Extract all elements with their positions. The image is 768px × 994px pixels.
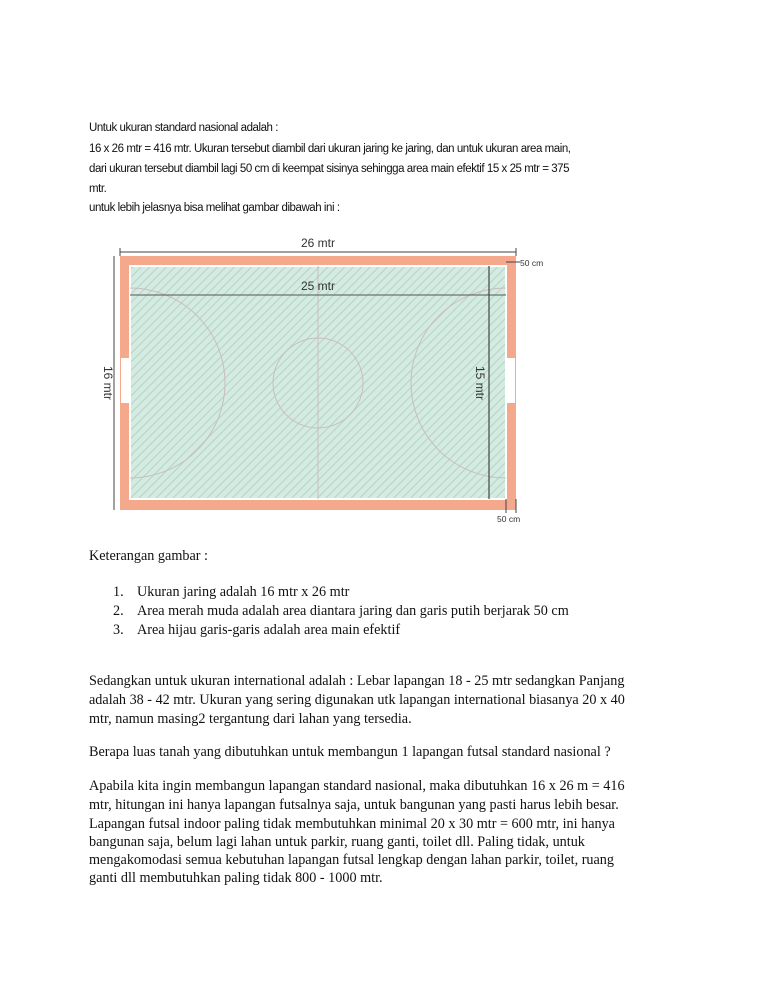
paragraph-line: Sedangkan untuk ukuran international adalah : Lebar lapangan 18 - 25 mtr sedangkan Panjang: [89, 673, 625, 689]
intro-line: Untuk ukuran standard nasional adalah :: [89, 122, 278, 134]
intro-line: untuk lebih jelasnya bisa melihat gambar dibawah ini :: [89, 202, 340, 214]
intro-line: 16 x 26 mtr = 416 mtr. Ukuran tersebut diambil dari ukuran jaring ke jaring, dan untuk ukuran area main,: [89, 143, 571, 155]
list-number: 2.: [113, 603, 124, 619]
paragraph-line: ganti dll membutuhkan paling tidak 800 - 1000 mtr.: [89, 870, 383, 886]
list-item: [113, 603, 569, 620]
paragraph-line: Apabila kita ingin membangun lapangan standard nasional, maka dibutuhkan 16 x 26 m = 416: [89, 778, 625, 794]
label-25-mtr: 25 mtr: [300, 279, 336, 293]
intro-line: mtr.: [89, 183, 107, 195]
paragraph-line: mengakomodasi semua kebutuhan lapangan futsal lengkap dengan lahan parkir, toilet, ruang: [89, 852, 614, 868]
paragraph-line: bangunan saja, belum lagi lahan untuk parkir, ruang ganti, toilet dll. Paling tidak, untuk: [89, 834, 585, 850]
question-line: Berapa luas tanah yang dibutuhkan untuk membangun 1 lapangan futsal standard nasional ?: [89, 744, 611, 760]
paragraph-line: mtr, namun masing2 tergantung dari lahan yang tersedia.: [89, 711, 412, 727]
list-number: 1.: [113, 584, 124, 600]
right-goal: [506, 358, 515, 403]
label-50cm-bottom: 50 cm: [497, 514, 521, 524]
list-item: [113, 584, 349, 601]
paragraph-line: mtr, hitungan ini hanya lapangan futsalnya saja, untuk bangunan yang pasti harus lebih besar.: [89, 797, 619, 813]
paragraph-line: Lapangan futsal indoor paling tidak membutuhkan minimal 20 x 30 mtr = 600 mtr, ini hanya: [89, 816, 615, 832]
label-50cm-top: 50 cm: [520, 258, 544, 268]
list-item: [113, 622, 400, 639]
label-26-mtr: 26 mtr: [300, 236, 336, 250]
left-goal: [121, 358, 130, 403]
legend-title: Keterangan gambar :: [89, 548, 208, 564]
intro-line: dari ukuran tersebut diambil lagi 50 cm di keempat sisinya sehingga area main efektif 15 x 25 mtr = 375: [89, 163, 570, 175]
label-15-mtr: 15 mtr: [473, 365, 487, 401]
list-number: 3.: [113, 622, 124, 638]
paragraph-line: adalah 38 - 42 mtr. Ukuran yang sering digunakan utk lapangan international biasanya 20 x 40: [89, 692, 625, 708]
list-text: Area merah muda adalah area diantara jaring dan garis putih berjarak 50 cm: [137, 603, 569, 619]
label-16-mtr: 16 mtr: [101, 365, 115, 401]
list-text: Ukuran jaring adalah 16 mtr x 26 mtr: [137, 584, 350, 600]
list-text: Area hijau garis-garis adalah area main efektif: [137, 622, 401, 638]
